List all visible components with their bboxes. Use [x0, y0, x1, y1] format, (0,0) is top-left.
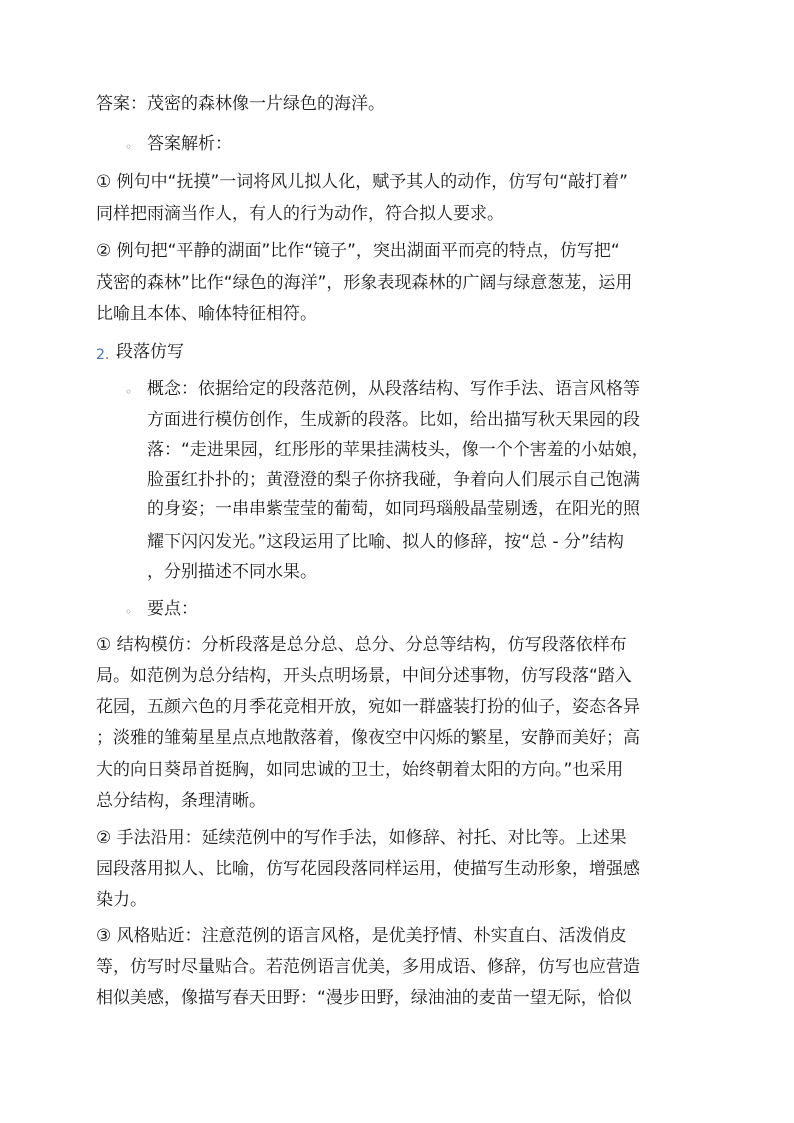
- analysis-line: 比喻且本体、喻体特征相符。: [96, 304, 317, 324]
- key-points-heading: 要点：: [147, 599, 198, 619]
- point-line: ；淡雅的雏菊星星点点地散落着，像夜空中闪烁的繁星，安静而美好；高: [96, 728, 640, 748]
- concept-line: 概念：依据给定的段落范例，从段落结构、写作手法、语言风格等: [147, 379, 640, 399]
- point-line: 花园，五颜六色的月季花竞相开放，宛如一群盛装打扮的仙子，姿态各异: [96, 697, 640, 717]
- concept-line: 的身姿；一串串紫莹莹的葡萄，如同玛瑙般晶莹剔透，在阳光的照: [147, 499, 640, 519]
- analysis-heading: 答案解析：: [147, 134, 232, 154]
- section-number: 2.: [96, 347, 110, 363]
- point-line: 相似美感，像描写春天田野：“漫步田野，绿油油的麦苗一望无际，恰似: [96, 988, 632, 1008]
- bullet-icon: ◦: [125, 605, 133, 619]
- answer-line: 答案：茂密的森林像一片绿色的海洋。: [96, 94, 385, 114]
- point-line: 大的向日葵昂首挺胸，如同忠诚的卫士，始终朝着太阳的方向。”也采用: [96, 760, 624, 780]
- point-line: 局。如范例为总分结构，开头点明场景，中间分述事物，仿写段落“踏入: [96, 666, 632, 686]
- concept-line: 耀下闪闪发光。”这段运用了比喻、拟人的修辞，按“总 - 分”结构: [147, 532, 624, 552]
- bullet-icon: ◦: [125, 385, 133, 399]
- analysis-line: 茂密的森林”比作“绿色的海洋”，形象表现森林的广阔与绿意葱茏，运用: [96, 273, 633, 293]
- concept-line: 落：“走进果园，红彤彤的苹果挂满枝头，像一个个害羞的小姑娘，: [147, 440, 649, 460]
- section-title: 段落仿写: [116, 342, 184, 362]
- concept-line: 脸蛋红扑扑的；黄澄澄的梨子你挤我碰，争着向人们展示自己饱满: [147, 470, 640, 490]
- point-line: 总分结构，条理清晰。: [96, 791, 266, 811]
- concept-line: 方面进行模仿创作，生成新的段落。比如，给出描写秋天果园的段: [147, 410, 640, 430]
- point-line: 染力。: [96, 890, 147, 910]
- point-line: ③ 风格贴近：注意范例的语言风格，是优美抒情、朴实直白、活泼俏皮: [96, 926, 627, 946]
- analysis-line: 同样把雨滴当作人，有人的行为动作，符合拟人要求。: [96, 204, 504, 224]
- concept-line: ，分别描述不同水果。: [147, 562, 317, 582]
- point-line: ② 手法沿用：延续范例中的写作手法，如修辞、衬托、对比等。上述果: [96, 828, 627, 848]
- point-line: ① 结构模仿：分析段落是总分总、总分、分总等结构，仿写段落依样布: [96, 635, 627, 655]
- analysis-line: ① 例句中“抚摸”一词将风儿拟人化，赋予其人的动作，仿写句“敲打着”: [96, 172, 628, 192]
- analysis-line: ② 例句把“平静的湖面”比作“镜子”，突出湖面平而亮的特点，仿写把“: [96, 241, 620, 261]
- point-line: 等，仿写时尽量贴合。若范例语言优美，多用成语、修辞，仿写也应营造: [96, 957, 640, 977]
- bullet-icon: ◦: [125, 140, 133, 154]
- point-line: 园段落用拟人、比喻，仿写花园段落同样运用，使描写生动形象，增强感: [96, 859, 640, 879]
